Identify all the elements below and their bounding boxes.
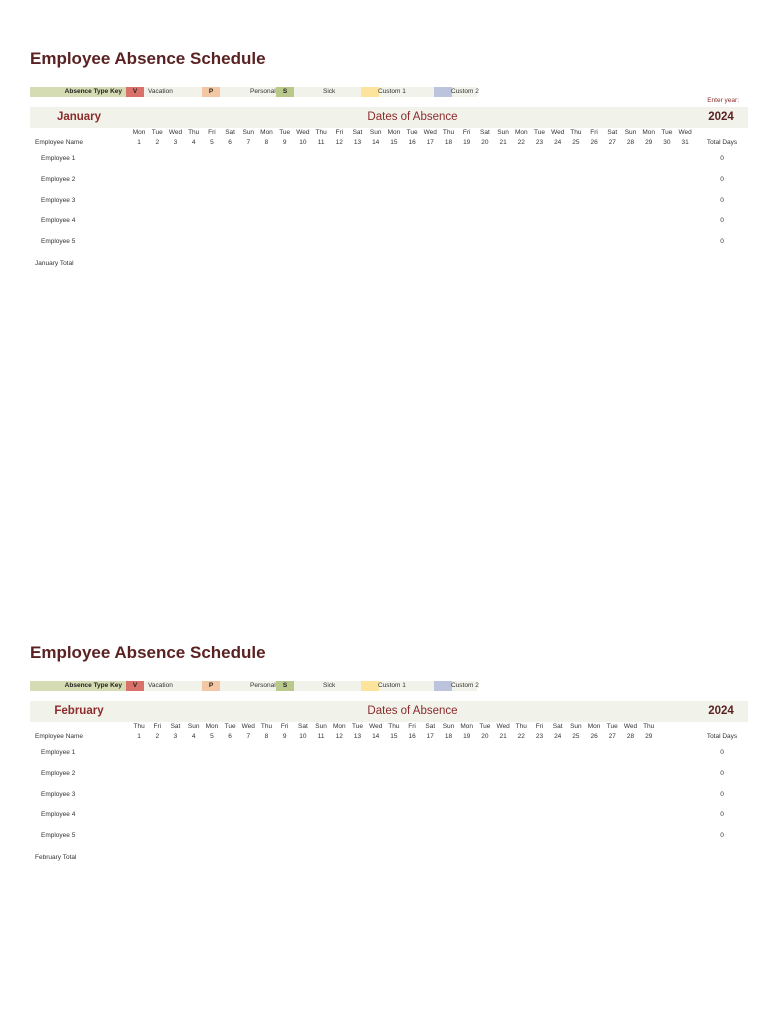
- weekday-label: Fri: [280, 723, 289, 730]
- key-name-personal: Personal: [250, 682, 276, 689]
- day-number: 23: [535, 733, 544, 740]
- day-number: 29: [645, 139, 653, 146]
- month-total-label: February Total: [35, 854, 77, 861]
- key-swatch-custom-2[interactable]: [434, 681, 452, 691]
- weekday-label: Tue: [661, 129, 673, 136]
- day-number: 11: [317, 733, 325, 740]
- weekday-label: Sun: [497, 129, 509, 136]
- day-header: [30, 128, 748, 148]
- weekday-label: Tue: [279, 129, 291, 136]
- day-number: 20: [481, 139, 489, 146]
- day-number: 11: [317, 139, 325, 146]
- key-swatch-sick[interactable]: S: [276, 681, 294, 691]
- day-number: 2: [155, 733, 160, 740]
- employee-row-total: 0: [720, 155, 724, 162]
- weekday-label: Fri: [408, 723, 416, 730]
- absence-sheet-february: [0, 594, 768, 1024]
- weekday-label: Wed: [496, 723, 510, 730]
- day-number: 24: [554, 139, 562, 146]
- employee-row-total: 0: [720, 811, 724, 819]
- day-number: 3: [173, 139, 178, 146]
- weekday-label: Wed: [241, 723, 255, 730]
- weekday-label: Thu: [188, 129, 200, 136]
- dates-of-absence-header: Dates of Absence: [367, 705, 458, 717]
- weekday-label: Wed: [369, 723, 383, 730]
- year-input[interactable]: 2024: [708, 705, 734, 717]
- weekday-label: Sun: [187, 723, 200, 730]
- day-number: 26: [590, 733, 598, 740]
- weekday-label: Sat: [552, 723, 563, 730]
- weekday-label: Sun: [442, 723, 455, 730]
- weekday-label: Wed: [423, 129, 437, 136]
- day-number: 8: [264, 733, 269, 740]
- day-number: 12: [335, 733, 343, 740]
- key-swatch-personal[interactable]: P: [202, 87, 220, 97]
- month-name: January: [56, 111, 102, 123]
- year-input[interactable]: 2024: [708, 111, 734, 123]
- day-number: 27: [608, 139, 616, 146]
- employee-name-header: Employee Name: [35, 139, 84, 146]
- sheet-title: Employee Absence Schedule: [30, 49, 266, 68]
- day-number: 5: [210, 139, 214, 146]
- key-name-vacation: Vacation: [148, 682, 173, 689]
- weekday-label: Sun: [624, 129, 637, 136]
- day-number: 19: [463, 139, 471, 146]
- day-number: 14: [372, 733, 380, 740]
- day-number: 9: [282, 733, 287, 740]
- absence-sheet-january: [0, 0, 768, 430]
- day-number: 1: [137, 139, 141, 146]
- absence-type-key-label: Absence Type Key: [30, 87, 126, 97]
- day-number: 23: [535, 139, 544, 146]
- weekday-label: Thu: [315, 129, 327, 136]
- day-number: 10: [299, 139, 307, 146]
- weekday-label: Sat: [352, 129, 363, 136]
- key-name-vacation: Vacation: [148, 88, 173, 95]
- key-swatch-custom-1[interactable]: [361, 87, 379, 97]
- weekday-label: Thu: [515, 723, 527, 730]
- weekday-label: Tue: [479, 723, 491, 730]
- weekday-label: Sat: [298, 723, 308, 730]
- employee-row-name[interactable]: Employee 3: [41, 790, 76, 798]
- weekday-label: Mon: [587, 723, 601, 730]
- employee-row-name[interactable]: Employee 2: [41, 175, 76, 183]
- weekday-label: Tue: [352, 723, 363, 730]
- weekday-label: Thu: [643, 723, 655, 730]
- day-number: 16: [408, 733, 416, 740]
- day-number: 10: [299, 733, 307, 740]
- key-swatch-personal[interactable]: P: [202, 681, 220, 691]
- day-number: 22: [517, 139, 525, 146]
- employee-row-name[interactable]: Employee 4: [41, 217, 76, 225]
- employee-row-total: 0: [720, 238, 724, 246]
- employee-name-header: Employee Name: [35, 733, 84, 740]
- day-number: 27: [608, 733, 616, 740]
- day-number: 3: [173, 733, 178, 740]
- enter-year-label: Enter year:: [707, 97, 739, 104]
- key-swatch-custom-2[interactable]: [434, 87, 452, 97]
- weekday-label: Fri: [590, 129, 598, 136]
- employee-row-name[interactable]: Employee 1: [41, 749, 76, 756]
- key-name-custom-2: Custom 2: [451, 682, 479, 689]
- day-number: 8: [264, 139, 269, 146]
- day-number: 20: [481, 733, 489, 740]
- day-number: 9: [282, 139, 287, 146]
- month-name: February: [54, 705, 104, 717]
- day-number: 29: [645, 733, 653, 740]
- key-swatch-vacation[interactable]: V: [126, 681, 144, 691]
- day-number: 6: [228, 139, 232, 146]
- employee-row-total: 0: [720, 790, 724, 798]
- key-name-sick: Sick: [323, 682, 336, 689]
- day-number: 18: [444, 139, 453, 146]
- day-number: 31: [681, 139, 689, 146]
- weekday-label: Fri: [535, 723, 544, 730]
- weekday-label: Sat: [425, 723, 436, 730]
- weekday-label: Tue: [151, 129, 163, 136]
- weekday-label: Mon: [332, 723, 346, 730]
- absence-type-key-label: Absence Type Key: [30, 681, 126, 691]
- day-number: 21: [499, 139, 507, 146]
- weekday-label: Fri: [208, 129, 216, 136]
- weekday-label: Tue: [534, 129, 545, 136]
- day-number: 12: [335, 139, 343, 146]
- employee-row-name[interactable]: Employee 2: [41, 769, 76, 777]
- absence-type-key: [30, 87, 477, 97]
- dates-of-absence-header: Dates of Absence: [367, 111, 458, 123]
- weekday-label: Sun: [369, 129, 382, 136]
- day-number: 17: [426, 139, 434, 146]
- day-number: 28: [626, 139, 635, 146]
- day-number: 22: [517, 733, 525, 740]
- weekday-label: Mon: [132, 129, 146, 136]
- month-total-label: January Total: [35, 260, 74, 267]
- employee-row-name[interactable]: Employee 3: [41, 196, 76, 204]
- weekday-label: Tue: [406, 129, 418, 136]
- day-number: 17: [426, 733, 434, 740]
- employee-row-total: 0: [720, 832, 724, 840]
- weekday-label: Mon: [642, 129, 656, 136]
- weekday-label: Mon: [387, 129, 401, 136]
- day-number: 13: [353, 733, 362, 740]
- weekday-label: Fri: [153, 723, 162, 730]
- day-number: 30: [663, 139, 671, 146]
- weekday-label: Thu: [133, 723, 145, 730]
- day-number: 25: [572, 733, 580, 740]
- key-name-personal: Personal: [250, 88, 276, 95]
- employee-row-total: 0: [720, 749, 724, 756]
- day-number: 4: [191, 733, 196, 740]
- day-number: 7: [246, 733, 251, 740]
- weekday-label: Thu: [388, 723, 400, 730]
- key-swatch-vacation[interactable]: V: [126, 87, 144, 97]
- day-number: 15: [390, 733, 398, 740]
- weekday-label: Fri: [462, 129, 471, 136]
- day-number: 7: [246, 139, 251, 146]
- day-number: 4: [191, 139, 196, 146]
- day-number: 26: [590, 139, 598, 146]
- employee-row-total: 0: [720, 196, 724, 204]
- weekday-label: Wed: [168, 129, 183, 136]
- absence-type-key: [30, 681, 477, 691]
- day-number: 16: [408, 139, 416, 146]
- employee-row-name[interactable]: Employee 5: [41, 238, 76, 246]
- employee-row-name[interactable]: Employee 5: [41, 832, 76, 840]
- weekday-label: Sat: [607, 129, 618, 136]
- day-number: 5: [210, 733, 214, 740]
- key-swatch-custom-1[interactable]: [361, 681, 379, 691]
- key-name-custom-2: Custom 2: [451, 88, 479, 95]
- total-days-header: Total Days: [706, 733, 738, 740]
- day-number: 19: [463, 733, 471, 740]
- weekday-label: Tue: [606, 723, 618, 730]
- day-number: 21: [499, 733, 507, 740]
- day-number: 25: [572, 139, 580, 146]
- day-number: 2: [155, 139, 160, 146]
- day-number: 18: [444, 733, 453, 740]
- weekday-label: Mon: [205, 723, 219, 730]
- weekday-label: Mon: [460, 723, 474, 730]
- day-number: 28: [626, 733, 635, 740]
- employee-row-name[interactable]: Employee 1: [41, 155, 76, 162]
- weekday-label: Wed: [296, 129, 310, 136]
- weekday-label: Sun: [242, 129, 255, 136]
- day-number: 15: [390, 139, 398, 146]
- weekday-label: Sat: [225, 129, 235, 136]
- employee-row-name[interactable]: Employee 4: [41, 811, 76, 819]
- employee-row-total: 0: [720, 217, 724, 225]
- weekday-label: Thu: [570, 129, 582, 136]
- employee-row-total: 0: [720, 175, 724, 183]
- weekday-label: Thu: [442, 129, 455, 136]
- employee-row-total: 0: [720, 769, 724, 777]
- weekday-label: Sat: [170, 723, 181, 730]
- sheet-title: Employee Absence Schedule: [30, 643, 266, 662]
- weekday-label: Wed: [551, 129, 565, 136]
- weekday-label: Sat: [480, 129, 490, 136]
- key-name-custom-1: Custom 1: [378, 88, 406, 95]
- weekday-label: Sun: [315, 723, 327, 730]
- key-name-sick: Sick: [323, 88, 336, 95]
- total-days-header: Total Days: [706, 139, 738, 146]
- day-number: 1: [137, 733, 141, 740]
- weekday-label: Tue: [224, 723, 236, 730]
- weekday-label: Wed: [623, 723, 638, 730]
- day-number: 14: [372, 139, 380, 146]
- weekday-label: Wed: [678, 129, 692, 136]
- weekday-label: Thu: [260, 723, 273, 730]
- key-swatch-sick[interactable]: S: [276, 87, 294, 97]
- weekday-label: Sun: [570, 723, 582, 730]
- day-number: 24: [554, 733, 562, 740]
- weekday-label: Fri: [335, 129, 344, 136]
- day-number: 6: [228, 733, 232, 740]
- key-name-custom-1: Custom 1: [378, 682, 406, 689]
- day-header: [30, 722, 748, 742]
- weekday-label: Mon: [514, 129, 528, 136]
- day-number: 13: [353, 139, 362, 146]
- weekday-label: Mon: [260, 129, 273, 136]
